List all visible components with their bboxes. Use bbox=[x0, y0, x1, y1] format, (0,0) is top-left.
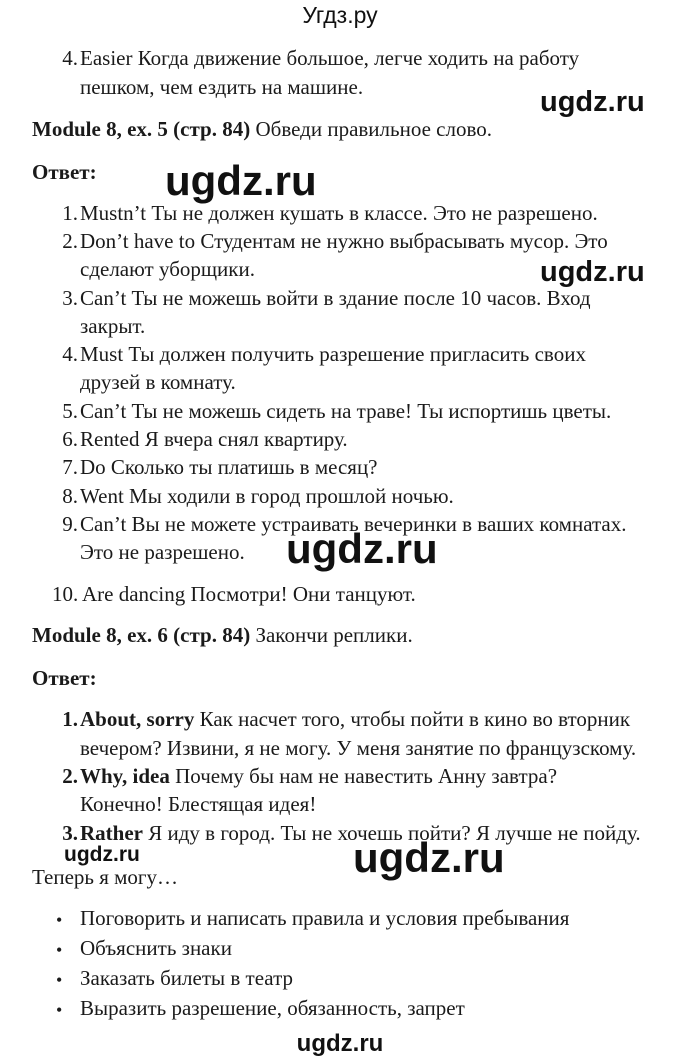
list-item-number: 5. bbox=[62, 399, 78, 423]
list-item: Поговорить и написать правила и условия пребывания bbox=[80, 906, 570, 930]
ex6-title: Module 8, ex. 6 (стр. 84) bbox=[32, 623, 251, 647]
list-item-continuation: закрыт. bbox=[80, 314, 146, 338]
list-item-continuation: вечером? Извини, я не могу. У меня занятие по французскому. bbox=[80, 736, 637, 760]
watermark: ugdz.ru bbox=[286, 525, 438, 572]
now-i-can-title: Теперь я могу… bbox=[32, 865, 179, 889]
watermark: ugdz.ru bbox=[540, 256, 645, 288]
list-item: Объяснить знаки bbox=[80, 936, 232, 960]
list-item-number: 2. bbox=[62, 764, 78, 788]
ex6-answer-label: Ответ: bbox=[32, 666, 97, 690]
list-item: Can’t Вы не можете устраивать вечеринки в ваших комнатах. bbox=[80, 512, 627, 536]
list-item-number: 3. bbox=[62, 821, 78, 845]
intro-item-number: 4. bbox=[62, 46, 78, 70]
list-item-number: 8. bbox=[62, 484, 78, 508]
answer-text: Почему бы нам не навестить Анну завтра? bbox=[169, 764, 558, 788]
list-item: Are dancing Посмотри! Они танцуют. bbox=[82, 582, 416, 606]
watermark: ugdz.ru bbox=[540, 86, 645, 118]
ex6-instruction: Закончи реплики. bbox=[250, 623, 413, 647]
bullet-icon: • bbox=[56, 910, 63, 930]
watermark-small: ugdz.ru bbox=[64, 843, 140, 866]
bullet-icon: • bbox=[56, 970, 63, 990]
ex5-instruction: Обведи правильное слово. bbox=[250, 117, 492, 141]
list-item-number: 1. bbox=[62, 201, 78, 225]
list-item-continuation: Конечно! Блестящая идея! bbox=[80, 792, 317, 816]
list-item-number: 1. bbox=[62, 707, 78, 731]
bullet-icon: • bbox=[56, 940, 63, 960]
bullet-icon: • bbox=[56, 1000, 63, 1020]
list-item-number: 10. bbox=[52, 582, 79, 606]
list-item: Rented Я вчера снял квартиру. bbox=[80, 427, 348, 451]
watermark: ugdz.ru bbox=[165, 157, 317, 204]
ex5-answer-label: Ответ: bbox=[32, 160, 97, 184]
intro-item-line-1: Easier Когда движение большое, легче ходить на работу bbox=[80, 46, 580, 70]
list-item-number: 9. bbox=[62, 512, 78, 536]
list-item-continuation: друзей в комнату. bbox=[80, 370, 236, 394]
list-item: Went Мы ходили в город прошлой ночью. bbox=[80, 484, 454, 508]
answer-key: Rather bbox=[80, 821, 143, 845]
site-title: Угдз.ру bbox=[302, 2, 378, 28]
list-item-number: 4. bbox=[62, 342, 78, 366]
list-item-number: 2. bbox=[62, 229, 78, 253]
list-item-number: 7. bbox=[62, 455, 78, 479]
list-item-continuation: сделают уборщики. bbox=[80, 257, 255, 281]
answer-key: About, sorry bbox=[80, 707, 195, 731]
answer-key: Why, idea bbox=[80, 764, 170, 788]
ex6-heading bbox=[32, 623, 413, 648]
ex5-title: Module 8, ex. 5 (стр. 84) bbox=[32, 117, 251, 141]
list-item: Can’t Ты не можешь войти в здание после 10 часов. Вход bbox=[80, 286, 591, 310]
intro-item-line-2: пешком, чем ездить на машине. bbox=[80, 75, 364, 99]
list-item bbox=[80, 764, 557, 789]
list-item: Must Ты должен получить разрешение пригласить своих bbox=[80, 342, 586, 366]
list-item: Выразить разрешение, обязанность, запрет bbox=[80, 996, 465, 1020]
ex5-heading bbox=[32, 117, 492, 142]
list-item-number: 3. bbox=[62, 286, 78, 310]
list-item: Заказать билеты в театр bbox=[80, 966, 294, 990]
list-item: Don’t have to Студентам не нужно выбрасывать мусор. Это bbox=[80, 229, 608, 253]
list-item: Do Сколько ты платишь в месяц? bbox=[80, 455, 378, 479]
list-item bbox=[80, 707, 630, 732]
list-item: Can’t Ты не можешь сидеть на траве! Ты испортишь цветы. bbox=[80, 399, 612, 423]
list-item-number: 6. bbox=[62, 427, 78, 451]
footer-watermark: ugdz.ru bbox=[296, 1030, 384, 1057]
list-item-continuation: Это не разрешено. bbox=[80, 540, 245, 564]
answer-text: Я иду в город. Ты не хочешь пойти? Я лучше не пойду. bbox=[142, 821, 641, 845]
watermark: ugdz.ru bbox=[353, 834, 505, 881]
answer-text: Как насчет того, чтобы пойти в кино во вторник bbox=[194, 707, 631, 731]
list-item: Mustn’t Ты не должен кушать в классе. Это не разрешено. bbox=[80, 201, 598, 225]
